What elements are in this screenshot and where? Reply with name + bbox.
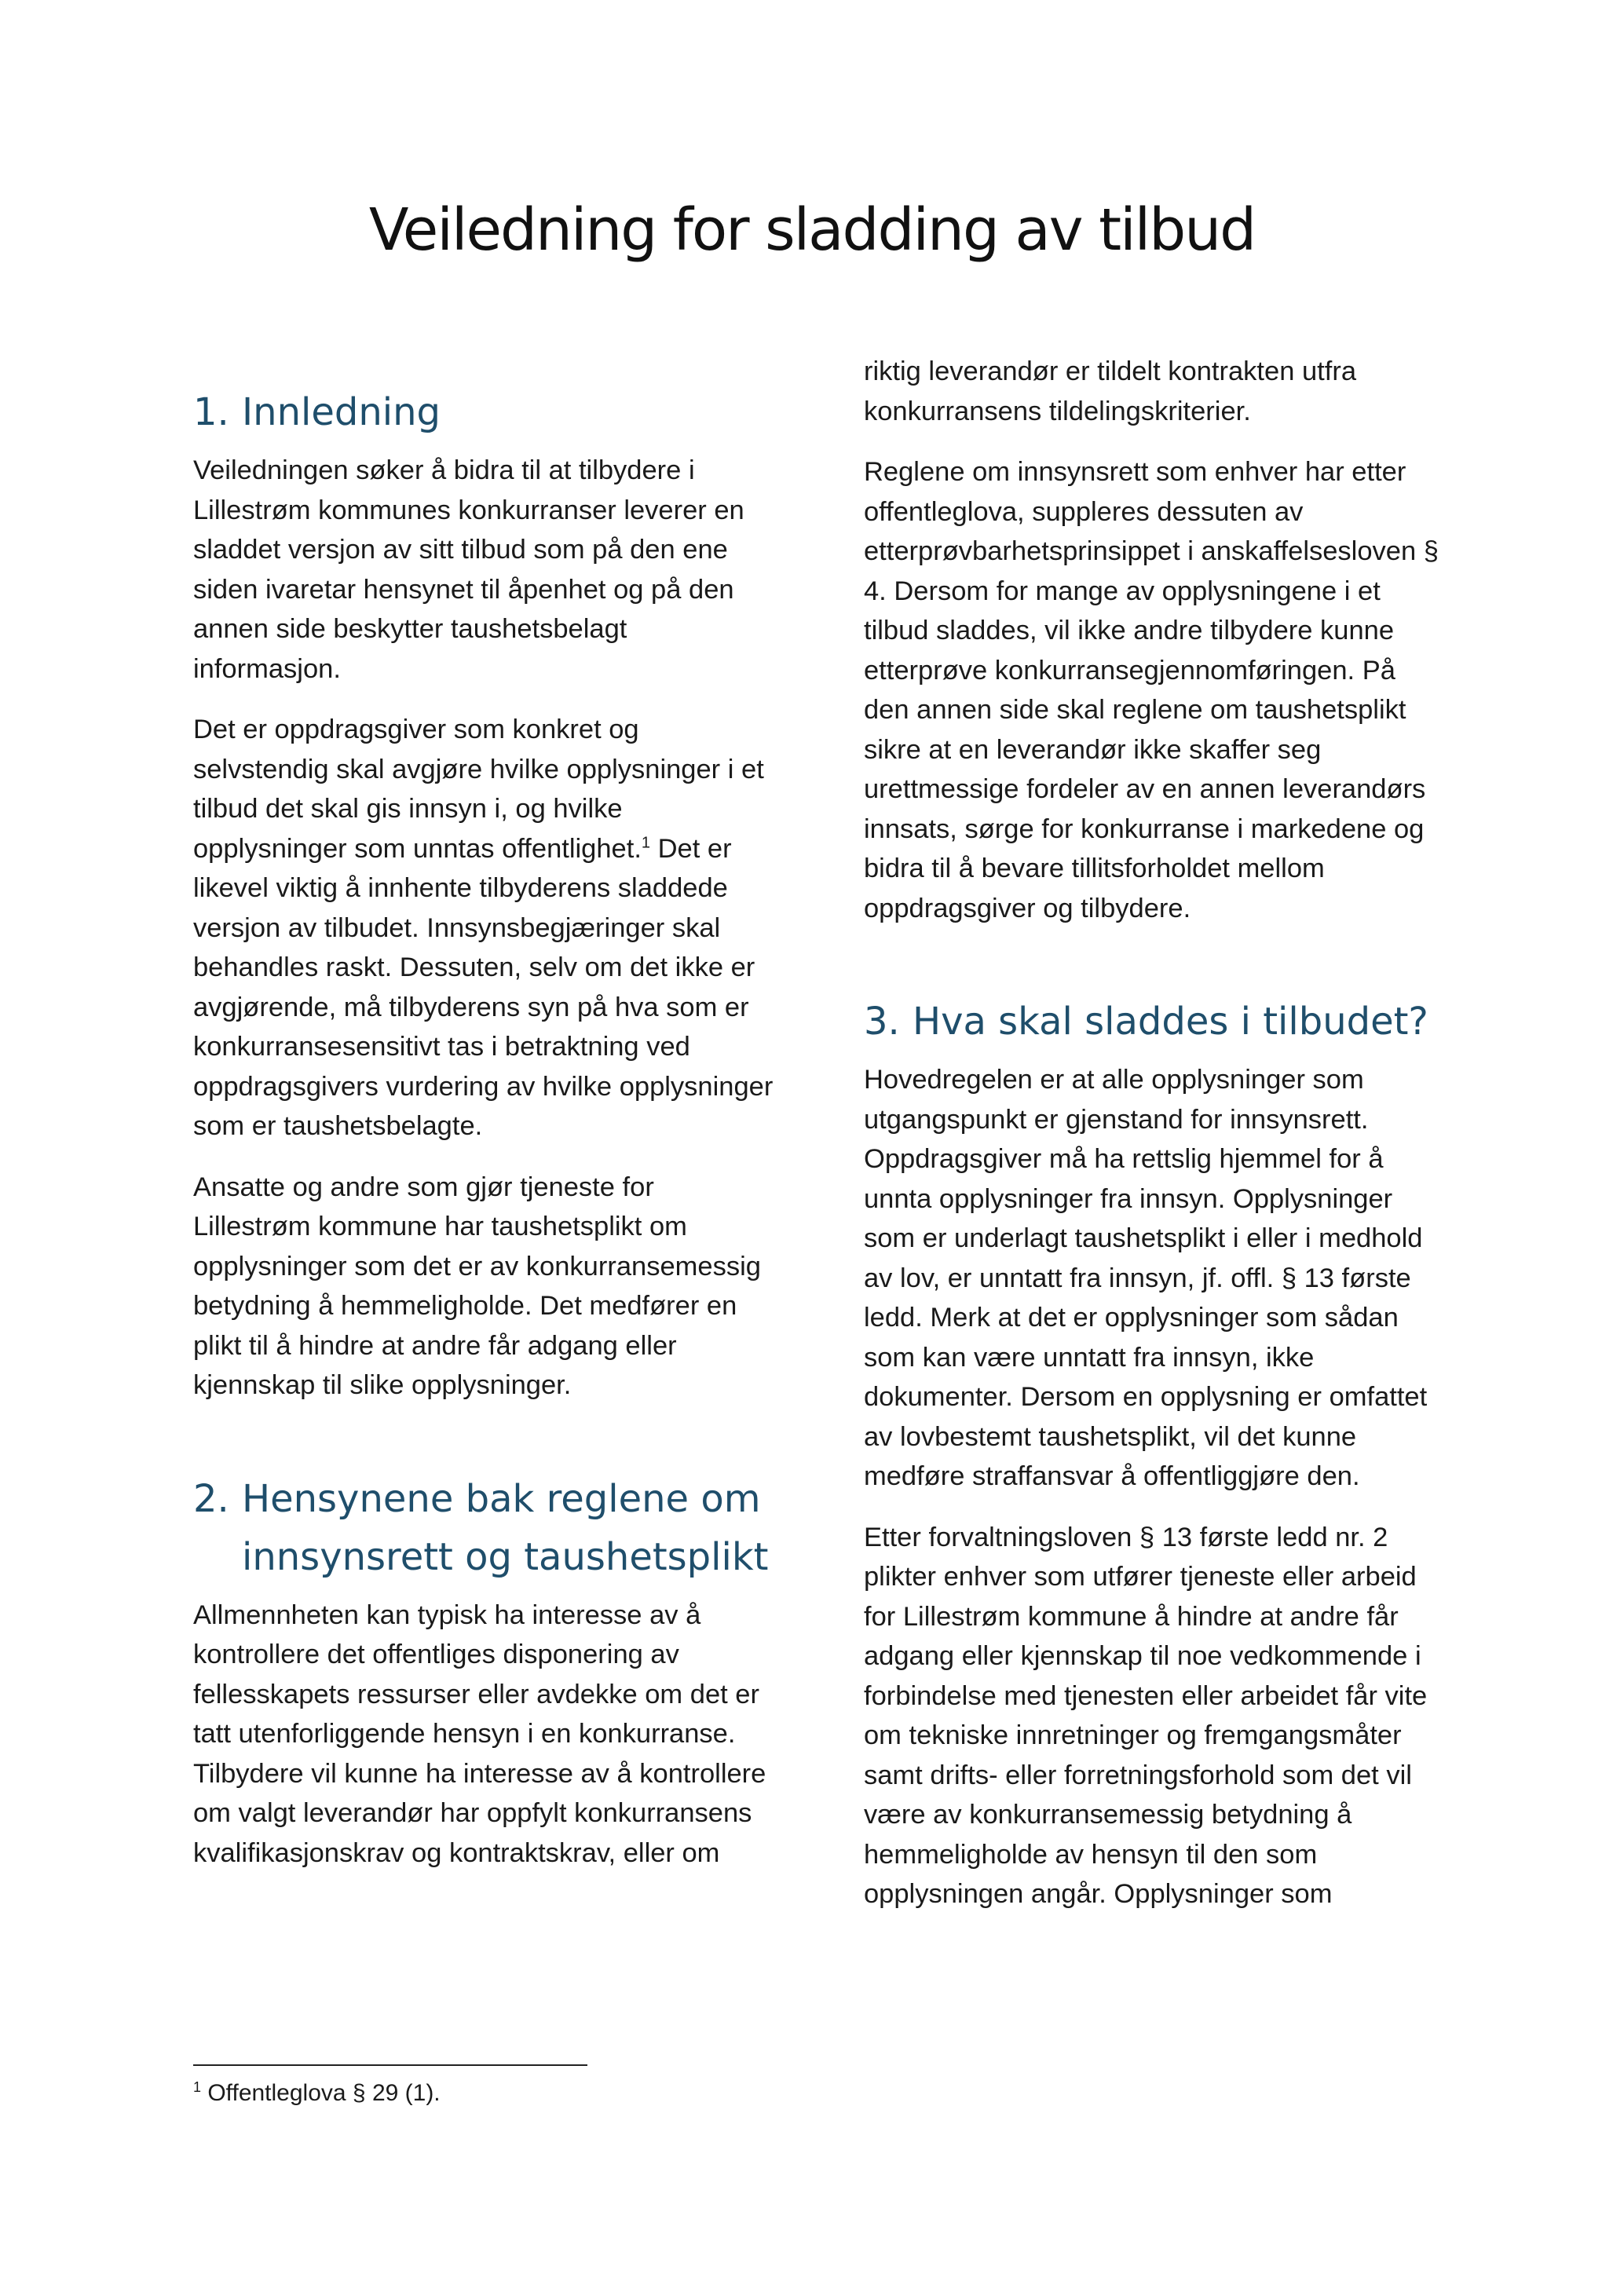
section-1-paragraph-1: Veiledningen søker å bidra til at tilbydere i Lillestrøm kommunes konkurranser leverer en sladdet versjon av sitt tilbud som på den ene siden ivaretar hensynet til åpenhet og på den annen side beskytter taushetsbelagt informasjon. xyxy=(193,455,744,684)
section-1-paragraph-2 xyxy=(193,710,774,1146)
right-column xyxy=(864,352,1445,1936)
left-column xyxy=(193,383,774,1894)
footnote-marker: 1 xyxy=(193,2079,202,2095)
section-3-paragraph-1: Hovedregelen er at alle opplysninger som utgangspunkt er gjenstand for innsynsrett. Oppdragsgiver må ha rettslig hjemmel for å unnta opplysninger fra innsyn. Opplysninger som er underlagt taushetsplikt i eller i medhold av lov, er unntatt fra innsyn, jf. offl. § 13 første ledd. Merk at det er opplysninger som sådan som kan være unntatt fra innsyn, ikke dokumenter. Dersom en opplysning er omfattet av lovbestemt taushetsplikt, vil det kunne medføre straffansvar å offentliggjøre den. xyxy=(864,1065,1428,1491)
section-2-paragraph-1-part-2: riktig leverandør er tildelt kontrakten utfra konkurransens tildelingskriterier. xyxy=(864,356,1357,426)
footnote-text: Offentleglova § 29 (1). xyxy=(201,2080,441,2106)
section-2-paragraph-1-part-1: Allmennheten kan typisk ha interesse av å kontrollere det offentliges disponering av fellesskapets ressurser eller avdekke om det er tatt utenforliggende hensyn i en konkurranse. Tilbydere vil kunne ha interesse av å kontrollere om valgt leverandør har oppfylt konkurransens kvalifikasjonskrav og kontraktskrav, eller om xyxy=(193,1600,766,1868)
section-3-number: 3. xyxy=(864,1000,900,1044)
section-1-paragraph-3: Ansatte og andre som gjør tjeneste for Lillestrøm kommune har taushetsplikt om opplysninger som det er av konkurransemessig betydning å hemmeligholde. Det medfører en plikt til å hindre at andre får adgang eller kjennskap til slike opplysninger. xyxy=(193,1172,761,1400)
section-2-paragraph-2: Reglene om innsynsrett som enhver har etter offentleglova, suppleres dessuten av etterprøvbarhetsprinsippet i anskaffelsesloven § 4. Dersom for mange av opplysningene i et tilbud sladdes, vil ikke andre tilbydere kunne etterprøve konkurransegjennomføringen. På den annen side skal reglene om taushetsplikt sikre at en leverandør ikke skaffer seg urettmessige fordeler av en annen leverandørs innsats, sørge for konkurranse i markedene og bidra til å bevare tillitsforholdet mellom oppdragsgiver og tilbydere. xyxy=(864,457,1439,923)
document-title: Veiledning for sladding av tilbud xyxy=(368,196,1256,264)
section-3-paragraph-2: Etter forvaltningsloven § 13 første ledd nr. 2 plikter enhver som utfører tjeneste eller arbeid for Lillestrøm kommune å hindre at andre får adgang eller kjennskap til noe vedkommende i forbindelse med tjenesten eller arbeidet får vite om tekniske innretninger og fremgangsmåter samt drifts- eller forretningsforhold som det vil være av konkurransemessig betydning å hemmeligholde av hensyn til den som opplysningen angår. Opplysninger som xyxy=(864,1522,1428,1909)
section-3-title: Hva skal sladdes i tilbudet? xyxy=(913,1000,1428,1044)
section-1-number: 1. xyxy=(193,390,229,434)
section-1-paragraph-2-end: Det er likevel viktig å innhente tilbyderens sladdede versjon av tilbudet. Innsynsbegjæringer skal behandles raskt. Dessuten, selv om det ikke er avgjørende, må tilbyderens syn på hva som er konkurransesensitivt tas i betraktning ved oppdragsgivers vurdering av hvilke opplysninger som er taushetsbelagte. xyxy=(193,833,774,1141)
footnote xyxy=(193,2076,441,2111)
footnote-separator xyxy=(193,2064,587,2066)
section-1-title: Innledning xyxy=(242,390,441,434)
section-1-paragraph-2-start: Det er oppdragsgiver som konkret og selvstendig skal avgjøre hvilke opplysninger i et tilbud det skal gis innsyn i, og hvilke opplysninger som unntas offentlighet. xyxy=(193,715,764,864)
footnote-reference[interactable]: 1 xyxy=(641,834,651,851)
section-2-title: Hensynene bak reglene om innsynsrett og taushetsplikt xyxy=(242,1476,769,1579)
section-2-heading xyxy=(193,1470,774,1586)
section-2-number: 2. xyxy=(193,1476,229,1521)
section-spacer xyxy=(193,1427,774,1470)
section-3-heading xyxy=(864,993,1445,1051)
section-1-heading xyxy=(193,383,774,441)
section-spacer xyxy=(864,949,1445,993)
